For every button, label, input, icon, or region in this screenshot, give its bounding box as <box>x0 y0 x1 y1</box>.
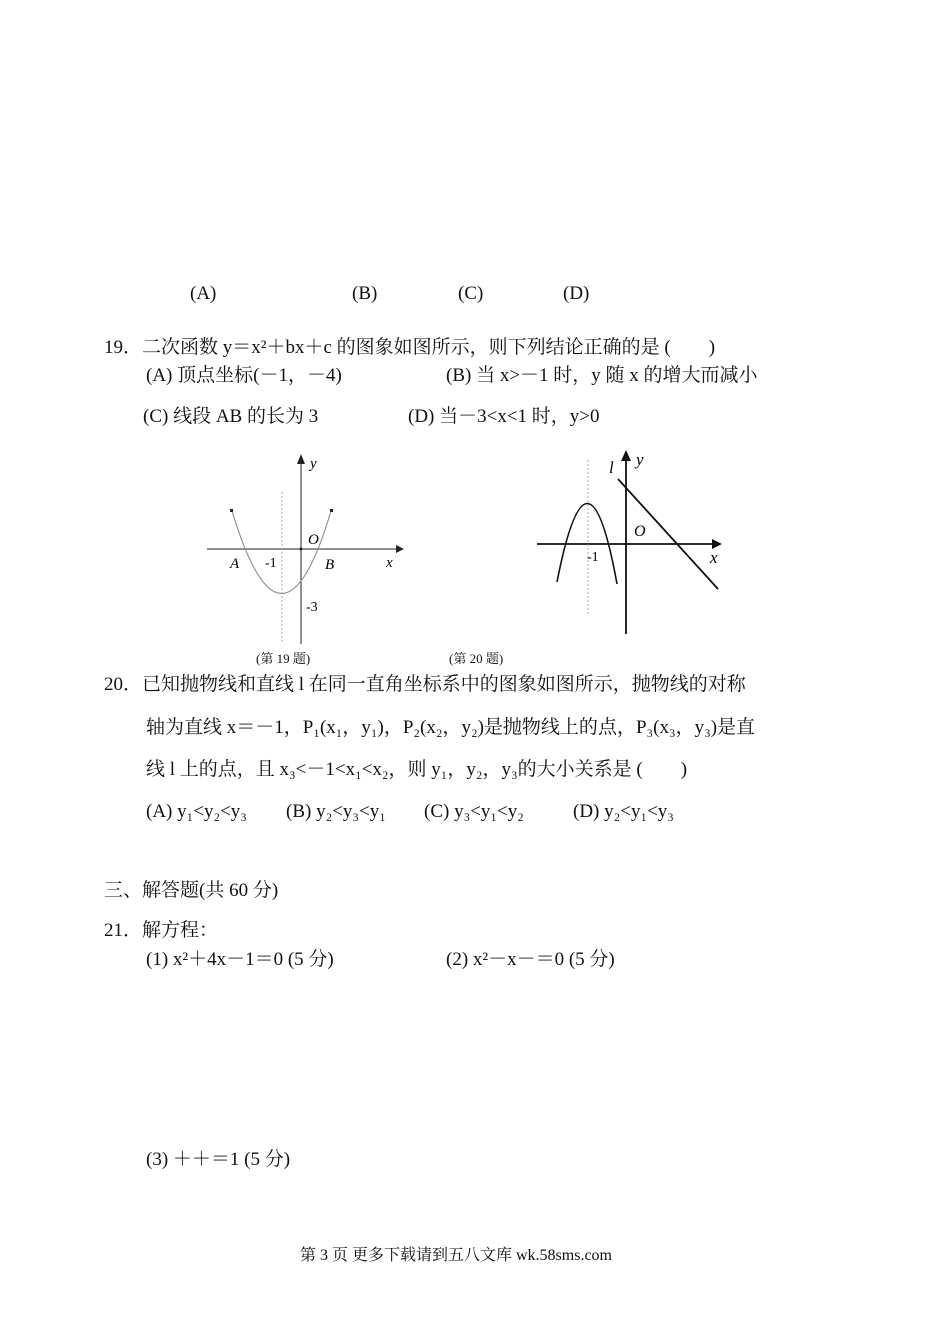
q20-y-label: y <box>636 450 644 469</box>
q21-stem: 21．解方程： <box>104 920 219 941</box>
q19-y-arrow <box>297 454 305 464</box>
q19-point-a-label: A <box>230 556 240 572</box>
q20-x-label: x <box>710 548 718 567</box>
q21-part-3: (3) ＋＋＝1 (5 分) <box>146 1149 291 1170</box>
q19-curve-end-left <box>230 509 233 512</box>
choice-label-a: (A) <box>190 283 217 304</box>
q19-option-d: (D) 当－3<x<1 时，y>0 <box>408 406 600 427</box>
q19-option-c: (C) 线段 AB 的长为 3 <box>143 406 319 427</box>
q19-origin-label: O <box>308 532 319 548</box>
q20-stem-line-3: 线 l 上的点，且 x₃<－1<x₁<x₂，则 y₁，y₂，y₃的大小关系是 ( ) <box>146 759 688 780</box>
q19-tick-x-label: -1 <box>265 556 277 571</box>
q20-stem-line-1: 20．已知抛物线和直线 l 在同一直角坐标系中的图象如图所示，抛物线的对称 <box>104 674 746 695</box>
q21-part-1: (1) x²＋4x－1＝0 (5 分) <box>146 949 334 970</box>
q20-option-c: (C) y₃<y₁<y₂ <box>424 801 524 822</box>
choice-label-d: (D) <box>563 283 590 304</box>
q20-figure-caption: (第 20 题) <box>449 651 504 666</box>
q19-origin-dot <box>300 548 303 551</box>
q19-curve-end-right <box>330 509 333 512</box>
q20-tick-x-label: -1 <box>587 550 599 565</box>
q20-stem-line-2: 轴为直线 x＝－1，P₁(x₁，y₁)，P₂(x₂，y₂)是抛物线上的点，P₃(x₃，y₃)是直 <box>146 717 756 738</box>
q20-option-d: (D) y₂<y₁<y₃ <box>573 801 674 822</box>
q19-stem: 19．二次函数 y＝x²＋bx＋c 的图象如图所示，则下列结论正确的是 ( ) <box>104 337 716 358</box>
q19-option-b: (B) 当 x>－1 时，y 随 x 的增大而减小 <box>446 365 758 386</box>
q19-parabola <box>232 511 331 594</box>
choice-label-c: (C) <box>458 283 484 304</box>
q19-x-arrow <box>396 545 404 553</box>
q19-figure <box>200 448 410 648</box>
q20-line-l <box>618 479 718 589</box>
q20-option-b: (B) y₂<y₃<y₁ <box>286 801 386 822</box>
q20-figure <box>530 445 730 640</box>
q20-origin-label: O <box>634 523 646 540</box>
q19-x-label: x <box>386 555 393 571</box>
q19-tick-y-label: -3 <box>306 600 318 615</box>
q19-point-b-label: B <box>325 557 335 573</box>
q19-y-label: y <box>310 456 317 472</box>
q19-option-a: (A) 顶点坐标(－1，－4) <box>146 365 342 386</box>
q21-part-2: (2) x²－x－＝0 (5 分) <box>446 949 615 970</box>
q20-option-a: (A) y₁<y₂<y₃ <box>146 801 247 822</box>
q20-y-arrow <box>621 450 631 461</box>
section-3-title: 三、解答题(共 60 分) <box>104 880 279 901</box>
q20-line-l-label: l <box>609 458 614 477</box>
choice-label-b: (B) <box>352 283 378 304</box>
page-footer: 第 3 页 更多下载请到五八文库 wk.58sms.com <box>300 1247 613 1264</box>
q19-figure-caption: (第 19 题) <box>256 651 311 666</box>
